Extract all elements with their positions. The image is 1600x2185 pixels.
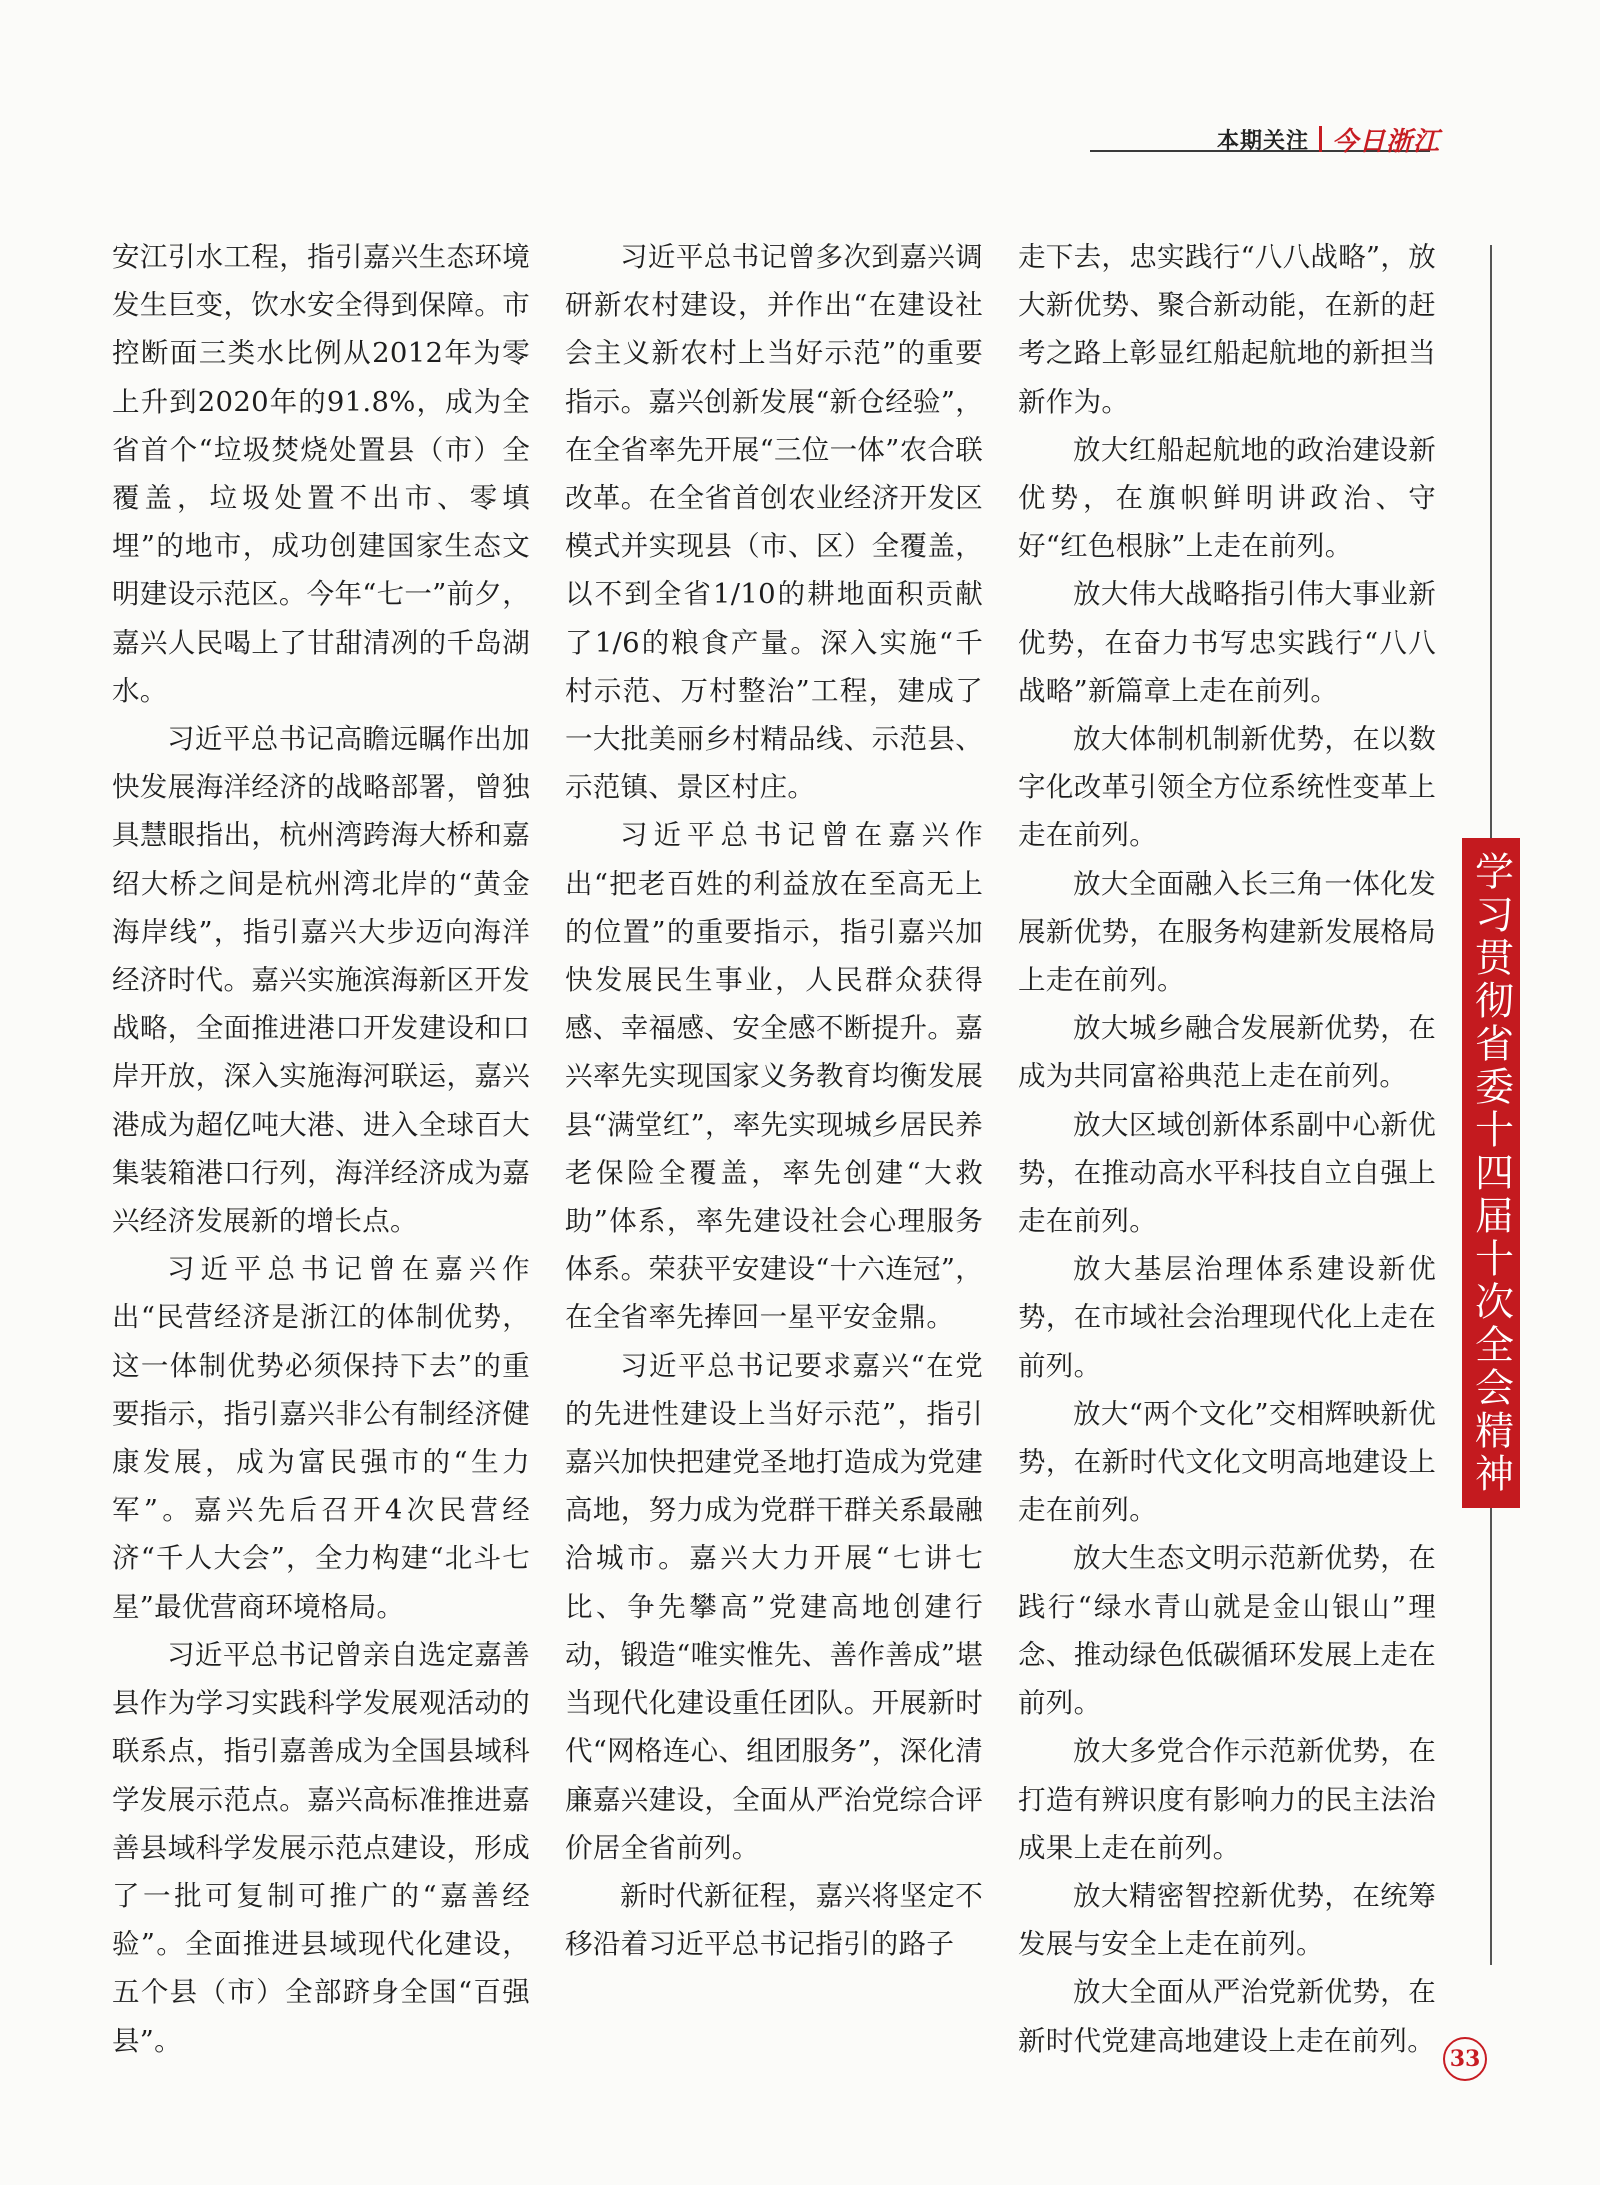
paragraph: 放大红船起航地的政治建设新优势，在旗帜鲜明讲政治、守好“红色根脉”上走在前列。 — [1018, 433, 1436, 563]
header-divider — [1319, 126, 1322, 152]
text-column-3 — [1018, 233, 1436, 2065]
text-column-1 — [112, 233, 530, 2065]
paragraph: 放大全面融入长三角一体化发展新优势，在服务构建新发展格局上走在前列。 — [1018, 867, 1436, 997]
magazine-logo: 今日浙江 — [1331, 126, 1440, 157]
paragraph: 放大“两个文化”交相辉映新优势，在新时代文化文明高地建设上走在前列。 — [1018, 1397, 1436, 1527]
paragraph: 安江引水工程，指引嘉兴生态环境发生巨变，饮水安全得到保障。市控断面三类水比例从2012年为零上升到2020年的91.8%，成为全省首个“垃圾焚烧处置县（市）全覆盖，垃圾处置不出市、零填埋”的地市，成功创建国家生态文明建设示范区。今年“七一”前夕，嘉兴人民喝上了甘甜清冽的千岛湖水。 — [112, 241, 530, 707]
paragraph: 习近平总书记曾多次到嘉兴调研新农村建设，并作出“在建设社会主义新农村上当好示范”的重要指示。嘉兴创新发展“新仓经验”，在全省率先开展“三位一体”农合联改革。在全省首创农业经济开发区模式并实现县（市、区）全覆盖，以不到全省1/10的耕地面积贡献了1/6的粮食产量。深入实施“千村示范、万村整治”工程，建成了一大批美丽乡村精品线、示范县、示范镇、景区村庄。 — [565, 241, 983, 804]
paragraph: 放大全面从严治党新优势，在新时代党建高地建设上走在前列。 — [1018, 1976, 1436, 2057]
paragraph: 新时代新征程，嘉兴将坚定不移沿着习近平总书记指引的路子 — [565, 1879, 983, 1961]
paragraph: 放大基层治理体系建设新优势，在市域社会治理现代化上走在前列。 — [1018, 1253, 1436, 1382]
paragraph: 习近平总书记要求嘉兴“在党的先进性建设上当好示范”，指引嘉兴加快把建党圣地打造成为党建高地，努力成为党群干群关系最融洽城市。嘉兴大力开展“七讲七比、争先攀高”党建高地创建行动，锻造“唯实惟先、善作善成”堪当现代化建设重任团队。开展新时代“网格连心、组团服务”，深化清廉嘉兴建设，全面从严治党综合评价居全省前列。 — [565, 1349, 983, 1864]
paragraph: 走下去，忠实践行“八八战略”，放大新优势、聚合新动能，在新的赶考之路上彰显红船起航地的新担当新作为。 — [1018, 241, 1436, 418]
text-column-2 — [565, 233, 983, 1968]
paragraph: 放大生态文明示范新优势，在践行“绿水青山就是金山银山”理念、推动绿色低碳循环发展上走在前列。 — [1018, 1542, 1436, 1720]
banner-text: 学习贯彻省委十四届十次全会精神 — [1468, 850, 1514, 1496]
vertical-banner — [1462, 838, 1520, 1508]
paragraph: 习近平总书记高瞻远瞩作出加快发展海洋经济的战略部署，曾独具慧眼指出，杭州湾跨海大桥和嘉绍大桥之间是杭州湾北岸的“黄金海岸线”，指引嘉兴大步迈向海洋经济时代。嘉兴实施滨海新区开发战略，全面推进港口开发建设和口岸开放，深入实施海河联运，嘉兴港成为超亿吨大港、进入全球百大集装箱港口行列，海洋经济成为嘉兴经济发展新的增长点。 — [112, 723, 530, 1238]
paragraph: 习近平总书记曾在嘉兴作出“民营经济是浙江的体制优势，这一体制优势必须保持下去”的重要指示，指引嘉兴非公有制经济健康发展，成为富民强市的“生力军”。嘉兴先后召开4次民营经济“千人大会”，全力构建“北斗七星”最优营商环境格局。 — [112, 1253, 530, 1623]
paragraph: 放大精密智控新优势，在统筹发展与安全上走在前列。 — [1018, 1879, 1436, 1961]
running-header — [1217, 122, 1440, 156]
paragraph: 放大多党合作示范新优势，在打造有辨识度有影响力的民主法治成果上走在前列。 — [1018, 1735, 1436, 1864]
paragraph: 放大区域创新体系副中心新优势，在推动高水平科技自立自强上走在前列。 — [1018, 1108, 1436, 1238]
paragraph: 放大伟大战略指引伟大事业新优势，在奋力书写忠实践行“八八战略”新篇章上走在前列。 — [1018, 578, 1436, 707]
paragraph: 习近平总书记曾在嘉兴作出“把老百姓的利益放在至高无上的位置”的重要指示，指引嘉兴加快发展民生事业，人民群众获得感、幸福感、安全感不断提升。嘉兴率先实现国家义务教育均衡发展县“满堂红”，率先实现城乡居民养老保险全覆盖，率先创建“大救助”体系，率先建设社会心理服务体系。荣获平安建设“十六连冠”，在全省率先捧回一星平安金鼎。 — [565, 819, 983, 1334]
paragraph: 放大城乡融合发展新优势，在成为共同富裕典范上走在前列。 — [1018, 1012, 1436, 1093]
page-number: 33 — [1443, 2037, 1487, 2081]
paragraph: 习近平总书记曾亲自选定嘉善县作为学习实践科学发展观活动的联系点，指引嘉善成为全国县域科学发展示范点。嘉兴高标准推进嘉善县域科学发展示范点建设，形成了一批可复制可推广的“嘉善经验”。全面推进县域现代化建设，五个县（市）全部跻身全国“百强县”。 — [112, 1638, 530, 2057]
paragraph: 放大体制机制新优势，在以数字化改革引领全方位系统性变革上走在前列。 — [1018, 723, 1436, 852]
section-label: 本期关注 — [1216, 128, 1309, 154]
